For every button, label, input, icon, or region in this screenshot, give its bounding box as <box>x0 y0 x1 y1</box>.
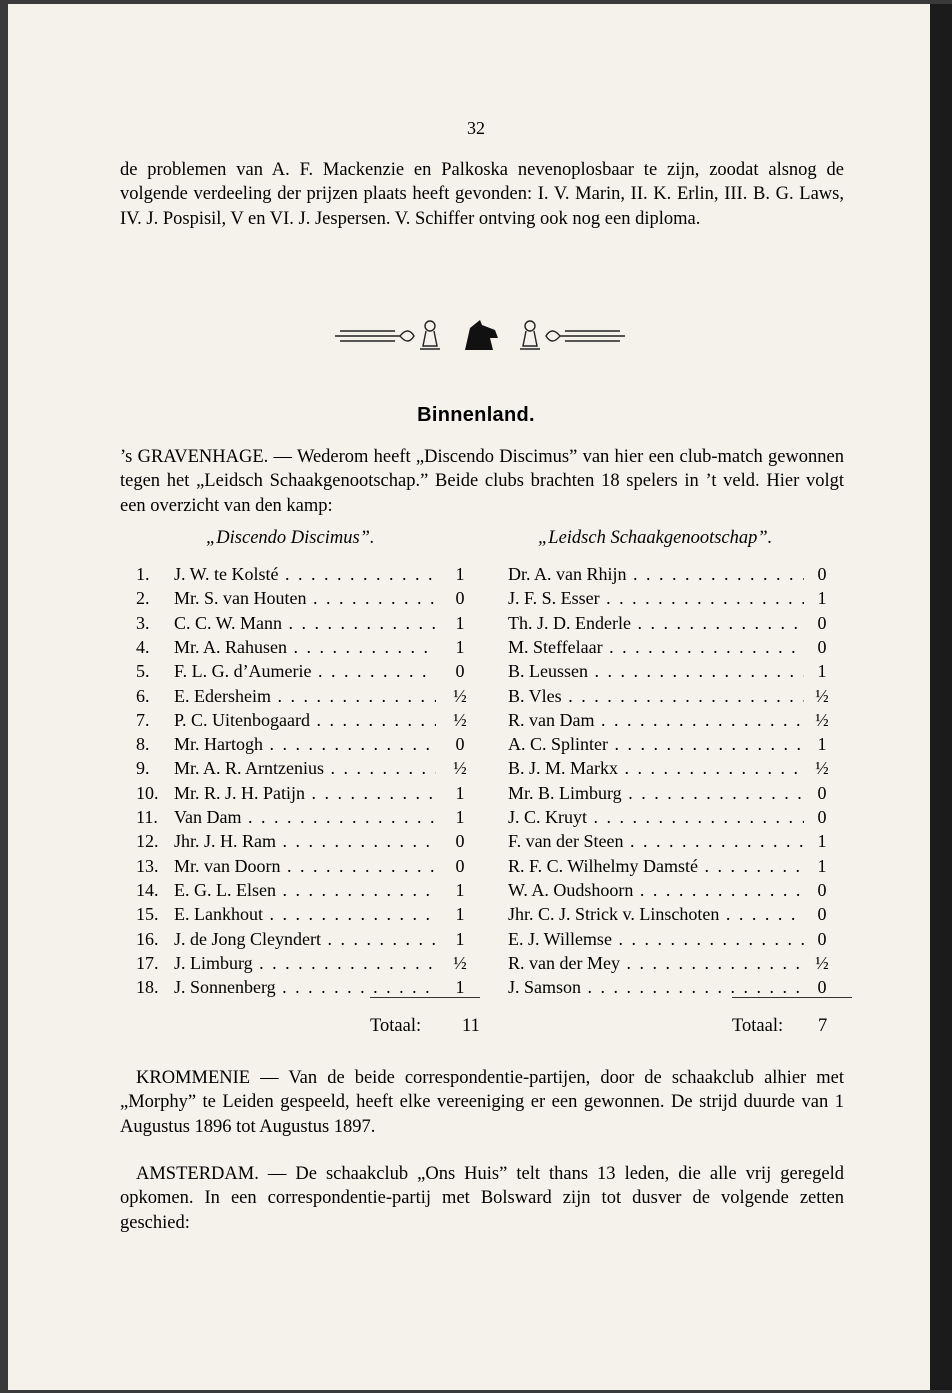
right-player-name: F. van der Steen . . . <box>508 829 804 853</box>
left-player-score: 1 <box>455 807 465 827</box>
left-player-name: Mr. van Doorn . . . <box>174 854 436 878</box>
table-row <box>0 854 952 878</box>
left-player-score: ½ <box>453 952 467 973</box>
left-player-name: Jhr. J. H. Ram . . . <box>174 829 436 853</box>
player-number: 13. <box>136 855 159 876</box>
right-total-label: Totaal: <box>732 1016 784 1036</box>
right-player-score: 0 <box>817 904 827 925</box>
page-number: 32 <box>467 118 485 138</box>
player-number: 3. <box>136 612 150 633</box>
right-club-name: „Leidsch Schaakgenootschap”. <box>538 528 773 548</box>
right-player-name: R. van der Mey . . . <box>508 951 804 975</box>
right-player-score: 0 <box>817 636 827 657</box>
table-row <box>0 684 952 708</box>
left-player-name: J. W. te Kolsté . . . <box>174 562 436 586</box>
right-player-score: 0 <box>817 928 827 949</box>
left-player-name: Mr. R. J. H. Patijn . . . <box>174 781 436 805</box>
left-player-name: E. Lankhout . . . <box>174 902 436 926</box>
right-player-score: 0 <box>817 612 827 633</box>
table-row <box>0 829 952 853</box>
right-player-name: R. F. C. Wilhelmy Damsté . . . <box>508 854 804 878</box>
left-player-score: 1 <box>455 564 465 584</box>
left-total: 11 <box>462 1016 480 1036</box>
player-number: 4. <box>136 636 150 657</box>
right-player-score: 0 <box>817 807 827 827</box>
player-number: 8. <box>136 734 150 755</box>
player-number: 16. <box>136 928 159 949</box>
right-player-score: 0 <box>817 564 827 584</box>
right-player-name: J. F. S. Esser . . . <box>508 586 804 610</box>
table-row <box>0 708 952 732</box>
right-player-name: Jhr. C. J. Strick v. Linschoten . . . <box>508 902 804 926</box>
left-player-name: Van Dam . . . <box>174 805 436 829</box>
right-player-name: R. van Dam . . . <box>508 708 804 732</box>
left-player-name: E. G. L. Elsen . . . <box>174 878 436 902</box>
left-player-score: 1 <box>455 879 465 900</box>
player-number: 17. <box>136 952 159 973</box>
right-player-name: J. C. Kruyt . . . <box>508 805 804 829</box>
player-number: 15. <box>136 904 159 925</box>
krommenie-paragraph: KROMMENIE — Van de beide correspondentie-partijen, door de schaakclub alhier met „Morphy” te Leiden gespeeld, heeft elke vereeniging er een gewonnen. De strijd duurde van 1 Augustus 1896 tot Augustus 1897. <box>120 1068 844 1137</box>
right-player-name: Th. J. D. Enderle . . . <box>508 611 804 635</box>
right-player-name: B. Vles . . . <box>508 684 804 708</box>
right-player-score: ½ <box>815 685 829 706</box>
table-row <box>0 756 952 780</box>
right-player-score: 0 <box>817 879 827 900</box>
left-player-name: C. C. W. Mann . . . <box>174 611 436 635</box>
right-player-score: ½ <box>815 758 829 779</box>
table-row <box>0 975 952 999</box>
player-number: 12. <box>136 831 159 852</box>
right-player-score: 1 <box>817 855 827 876</box>
right-player-score: 1 <box>817 661 827 682</box>
right-player-name: M. Steffelaar . . . <box>508 635 804 659</box>
left-player-name: F. L. G. d’Aumerie . . . <box>174 659 436 683</box>
left-player-name: Mr. A. Rahusen . . . <box>174 635 436 659</box>
player-number: 10. <box>136 782 159 803</box>
left-player-name: J. de Jong Cleyndert . . . <box>174 927 436 951</box>
player-number: 9. <box>136 758 150 779</box>
right-player-score: 1 <box>817 831 827 852</box>
left-player-score: 1 <box>455 904 465 925</box>
left-player-score: ½ <box>453 709 467 730</box>
right-player-name: Mr. B. Limburg . . . <box>508 781 804 805</box>
player-number: 11. <box>136 807 158 827</box>
right-player-score: 0 <box>817 782 827 803</box>
player-number: 18. <box>136 977 159 998</box>
right-total: 7 <box>818 1016 828 1036</box>
pawn-icon <box>420 321 440 349</box>
table-row <box>0 659 952 683</box>
right-player-score: ½ <box>815 709 829 730</box>
left-player-score: 0 <box>455 831 465 852</box>
table-row <box>0 611 952 635</box>
right-player-name: W. A. Oudshoorn . . . <box>508 878 804 902</box>
table-row <box>0 951 952 975</box>
left-player-score: 1 <box>455 636 465 657</box>
left-player-name: J. Limburg . . . <box>174 951 436 975</box>
left-player-score: 1 <box>455 977 465 998</box>
left-player-name: Mr. A. R. Arntzenius . . . <box>174 756 436 780</box>
player-number: 5. <box>136 661 150 682</box>
right-player-name: E. J. Willemse . . . <box>508 927 804 951</box>
knight-icon <box>465 320 498 350</box>
left-total-rule <box>370 997 480 998</box>
right-player-name: Dr. A. van Rhijn . . . <box>508 562 804 586</box>
left-player-score: ½ <box>453 758 467 779</box>
right-player-name: B. Leussen . . . <box>508 659 804 683</box>
left-player-score: 0 <box>455 588 465 609</box>
right-player-name: B. J. M. Markx . . . <box>508 756 804 780</box>
left-club-name: „Discendo Discimus”. <box>206 528 375 548</box>
right-player-name: A. C. Splinter . . . <box>508 732 804 756</box>
table-row <box>0 562 952 586</box>
right-player-score: 0 <box>817 977 827 998</box>
right-total-rule <box>732 997 852 998</box>
table-row <box>0 732 952 756</box>
player-number: 2. <box>136 588 150 609</box>
table-row <box>0 586 952 610</box>
amsterdam-paragraph: AMSTERDAM. — De schaakclub „Ons Huis” telt thans 13 leden, die alle vrij geregeld opkomen. In een correspondentie-partij met Bolsward zijn tot dusver de volgende zetten geschied: <box>120 1164 844 1233</box>
left-total-label: Totaal: <box>370 1016 422 1036</box>
left-player-name: P. C. Uitenbogaard . . . <box>174 708 436 732</box>
left-player-score: 0 <box>455 661 465 682</box>
right-player-score: ½ <box>815 952 829 973</box>
table-row <box>0 635 952 659</box>
table-row <box>0 781 952 805</box>
table-row <box>0 878 952 902</box>
left-player-name: Mr. S. van Houten . . . <box>174 586 436 610</box>
pawn-icon <box>520 321 540 349</box>
player-number: 7. <box>136 709 150 730</box>
left-player-name: E. Edersheim . . . <box>174 684 436 708</box>
left-player-name: Mr. Hartogh . . . <box>174 732 436 756</box>
player-number: 1. <box>136 564 150 584</box>
left-player-score: 0 <box>455 855 465 876</box>
table-row <box>0 805 952 829</box>
left-player-score: 0 <box>455 734 465 755</box>
intro-paragraph: de problemen van A. F. Mackenzie en Palkoska nevenoplosbaar te zijn, zoodat alsnog de volgende verdeeling der prijzen plaats heeft gevonden: I. V. Marin, II. K. Erlin, III. B. G. Laws, IV. J. Pospisil, V en VI. J. Jespersen. V. Schiffer ontving ook nog een diploma. <box>120 160 844 229</box>
left-player-name: J. Sonnenberg . . . <box>174 975 436 999</box>
left-player-score: 1 <box>455 928 465 949</box>
section-heading: Binnenland. <box>417 404 535 426</box>
gravenhage-paragraph: ’s GRAVENHAGE. — Wederom heeft „Discendo Discimus” van hier een club-match gewonnen tegen het „Leidsch Schaakgenootschap.” Beide clubs brachten 18 spelers in ’t veld. Hier volgt een overzicht van den kamp: <box>120 447 844 516</box>
table-row <box>0 927 952 951</box>
chess-ornament <box>330 316 630 356</box>
player-number: 14. <box>136 879 159 900</box>
right-player-score: 1 <box>817 734 827 755</box>
table-row <box>0 902 952 926</box>
right-player-name: J. Samson . . . <box>508 975 804 999</box>
left-player-score: 1 <box>455 612 465 633</box>
right-player-score: 1 <box>817 588 827 609</box>
left-player-score: 1 <box>455 782 465 803</box>
left-player-score: ½ <box>453 685 467 706</box>
player-number: 6. <box>136 685 150 706</box>
